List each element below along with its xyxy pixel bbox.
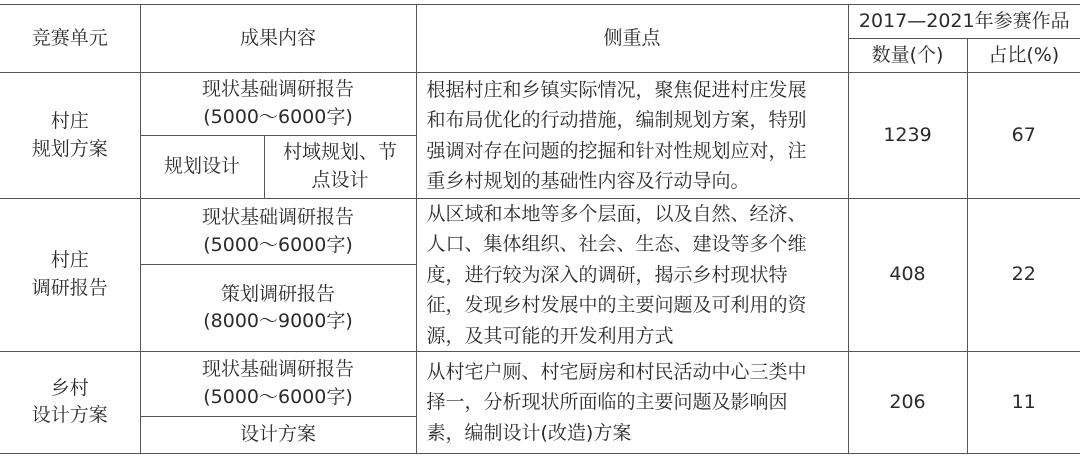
row2-focus: 从区域和本地等多个层面，以及自然、经济、 人口、集体组织、社会、生态、建设等多个维 度，进行较为深入的调研，揭示乡村现状特 征，发现乡村发展中的主要问题及可利用的资 源，及其可能的开发利用方式 bbox=[416, 199, 848, 352]
header-ratio: 占比(%) bbox=[967, 39, 1080, 73]
row3-focus: 从村宅户厕、村宅厨房和村民活动中心三类中 择一，分析现状所面临的主要问题及影响因 素，编制设计(改造)方案 bbox=[416, 351, 848, 453]
row1-content-a: 现状基础调研报告 (5000～6000字) bbox=[140, 73, 416, 136]
row1-unit: 村庄 规划方案 bbox=[0, 73, 140, 199]
row2-count: 408 bbox=[848, 199, 967, 352]
header-period: 2017—2021年参赛作品 bbox=[848, 5, 1080, 39]
competition-table bbox=[0, 4, 1080, 454]
row3-ratio: 11 bbox=[967, 351, 1080, 453]
row2-content-b: 策划调研报告 (8000～9000字) bbox=[140, 265, 416, 352]
row2-unit: 村庄 调研报告 bbox=[0, 199, 140, 352]
row1-ratio: 67 bbox=[967, 73, 1080, 199]
header-focus: 侧重点 bbox=[416, 5, 848, 73]
header-content: 成果内容 bbox=[140, 5, 416, 73]
row3-content-a: 现状基础调研报告 (5000～6000字) bbox=[140, 351, 416, 416]
row2-ratio: 22 bbox=[967, 199, 1080, 352]
header-unit: 竞赛单元 bbox=[0, 5, 140, 73]
row3-content-b: 设计方案 bbox=[140, 416, 416, 453]
row1-focus: 根据村庄和乡镇实际情况，聚焦促进村庄发展 和布局优化的行动措施，编制规划方案，特别 强调对存在问题的挖掘和针对性规划应对，注 重乡村规划的基础性内容及行动导向。 bbox=[416, 73, 848, 199]
row2-content-a: 现状基础调研报告 (5000～6000字) bbox=[140, 199, 416, 265]
row1-content-b2: 村域规划、节 点设计 bbox=[264, 136, 416, 199]
row3-count: 206 bbox=[848, 351, 967, 453]
row1-content-b1: 规划设计 bbox=[140, 136, 264, 199]
row3-unit: 乡村 设计方案 bbox=[0, 351, 140, 453]
header-count: 数量(个) bbox=[848, 39, 967, 73]
row1-count: 1239 bbox=[848, 73, 967, 199]
